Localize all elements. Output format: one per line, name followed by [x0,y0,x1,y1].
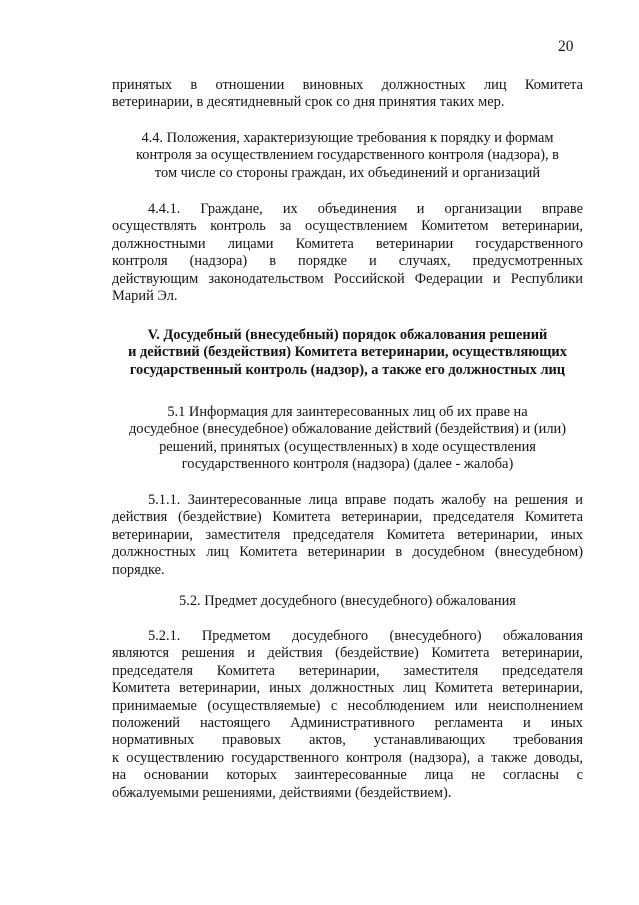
text-line: должностными лицами Комитета ветеринарии государственного [112,235,583,252]
text-line: Комитета ветеринарии, иных должностных лиц Комитета ветеринарии, [112,680,583,697]
text-line: принятых в отношении виновных должностных лиц Комитета [112,77,583,93]
text-line: осуществлять контроль за осуществлением Комитетом ветеринарии, [112,218,583,235]
text-line: положений настоящего Административного регламента и иных [112,715,583,732]
text-line: контроля (надзора) в порядке и случаях, предусмотренных [112,253,583,270]
text-line: к осуществлению государственного контроля (надзора), а также доводы, [112,749,583,766]
text-line: являются решения и действия (бездействие) Комитета ветеринарии, [112,645,583,662]
heading-5-1 [112,404,583,474]
heading-4-4 [112,130,583,182]
text-line: принимаемые (осуществляемые) с несоблюдением или неисполнением [112,697,583,714]
text-line: том числе со стороны граждан, их объединений и организаций [154,164,541,181]
text-line: ветеринарии, заместителя председателя Комитета ветеринарии, иных [112,526,583,543]
text-line: V. Досудебный (внесудебный) порядок обжалования решений [147,327,548,343]
paragraph-continuation [112,77,583,112]
text-line: нормативных правовых актов, устанавливающих требования [112,732,583,749]
text-line: решений, принятых (осуществленных) в ходе осуществления [159,438,536,455]
text-line: 4.4.1. Граждане, их объединения и организации вправе [148,201,583,217]
text-line: обжалуемыми решениями, действиями (бездействием). [112,784,452,801]
text-line: действующим законодательством Российской Федерации и Республики [112,270,583,287]
paragraph-5-2-1 [112,628,583,802]
paragraph-4-4-1 [112,201,583,305]
text-line: 4.4. Положения, характеризующие требования к порядку и формам [141,130,554,146]
text-line: ветеринарии, в десятидневный срок со дня принятия таких мер. [112,94,505,111]
paragraph-5-1-1 [112,492,583,579]
text-line: 5.1.1. Заинтересованные лица вправе подать жалобу на решения и [148,492,583,508]
text-line: на основании которых заинтересованные лица не согласны с [112,767,583,784]
text-line: действия (бездействие) Комитета ветеринарии, председателя Комитета [112,509,583,526]
page-number: 20 [558,38,574,55]
text-line: порядке. [112,561,165,578]
section-5-heading [112,327,583,379]
text-line: государственный контроль (надзор), а также его должностных лиц [129,361,566,378]
text-line: 5.2. Предмет досудебного (внесудебного) обжалования [179,593,516,609]
text-line: Марий Эл. [112,288,178,305]
text-line: контроля за осуществлением государственного контроля (надзора), в [136,147,559,164]
text-line: 5.2.1. Предметом досудебного (внесудебного) обжалования [148,628,583,644]
text-line: государственного контроля (надзора) (далее - жалоба) [181,456,514,473]
text-line: должностных лиц Комитета ветеринарии в досудебном (внесудебном) [112,544,583,561]
text-line: досудебное (внесудебное) обжалование действий (бездействия) и (или) [128,421,567,438]
heading-5-2 [112,593,583,610]
text-line: и действий (бездействия) Комитета ветеринарии, осуществляющих [128,344,567,361]
text-line: 5.1 Информация для заинтересованных лиц об их праве на [167,404,528,420]
text-line: председателя Комитета ветеринарии, заместителя председателя [112,662,583,679]
